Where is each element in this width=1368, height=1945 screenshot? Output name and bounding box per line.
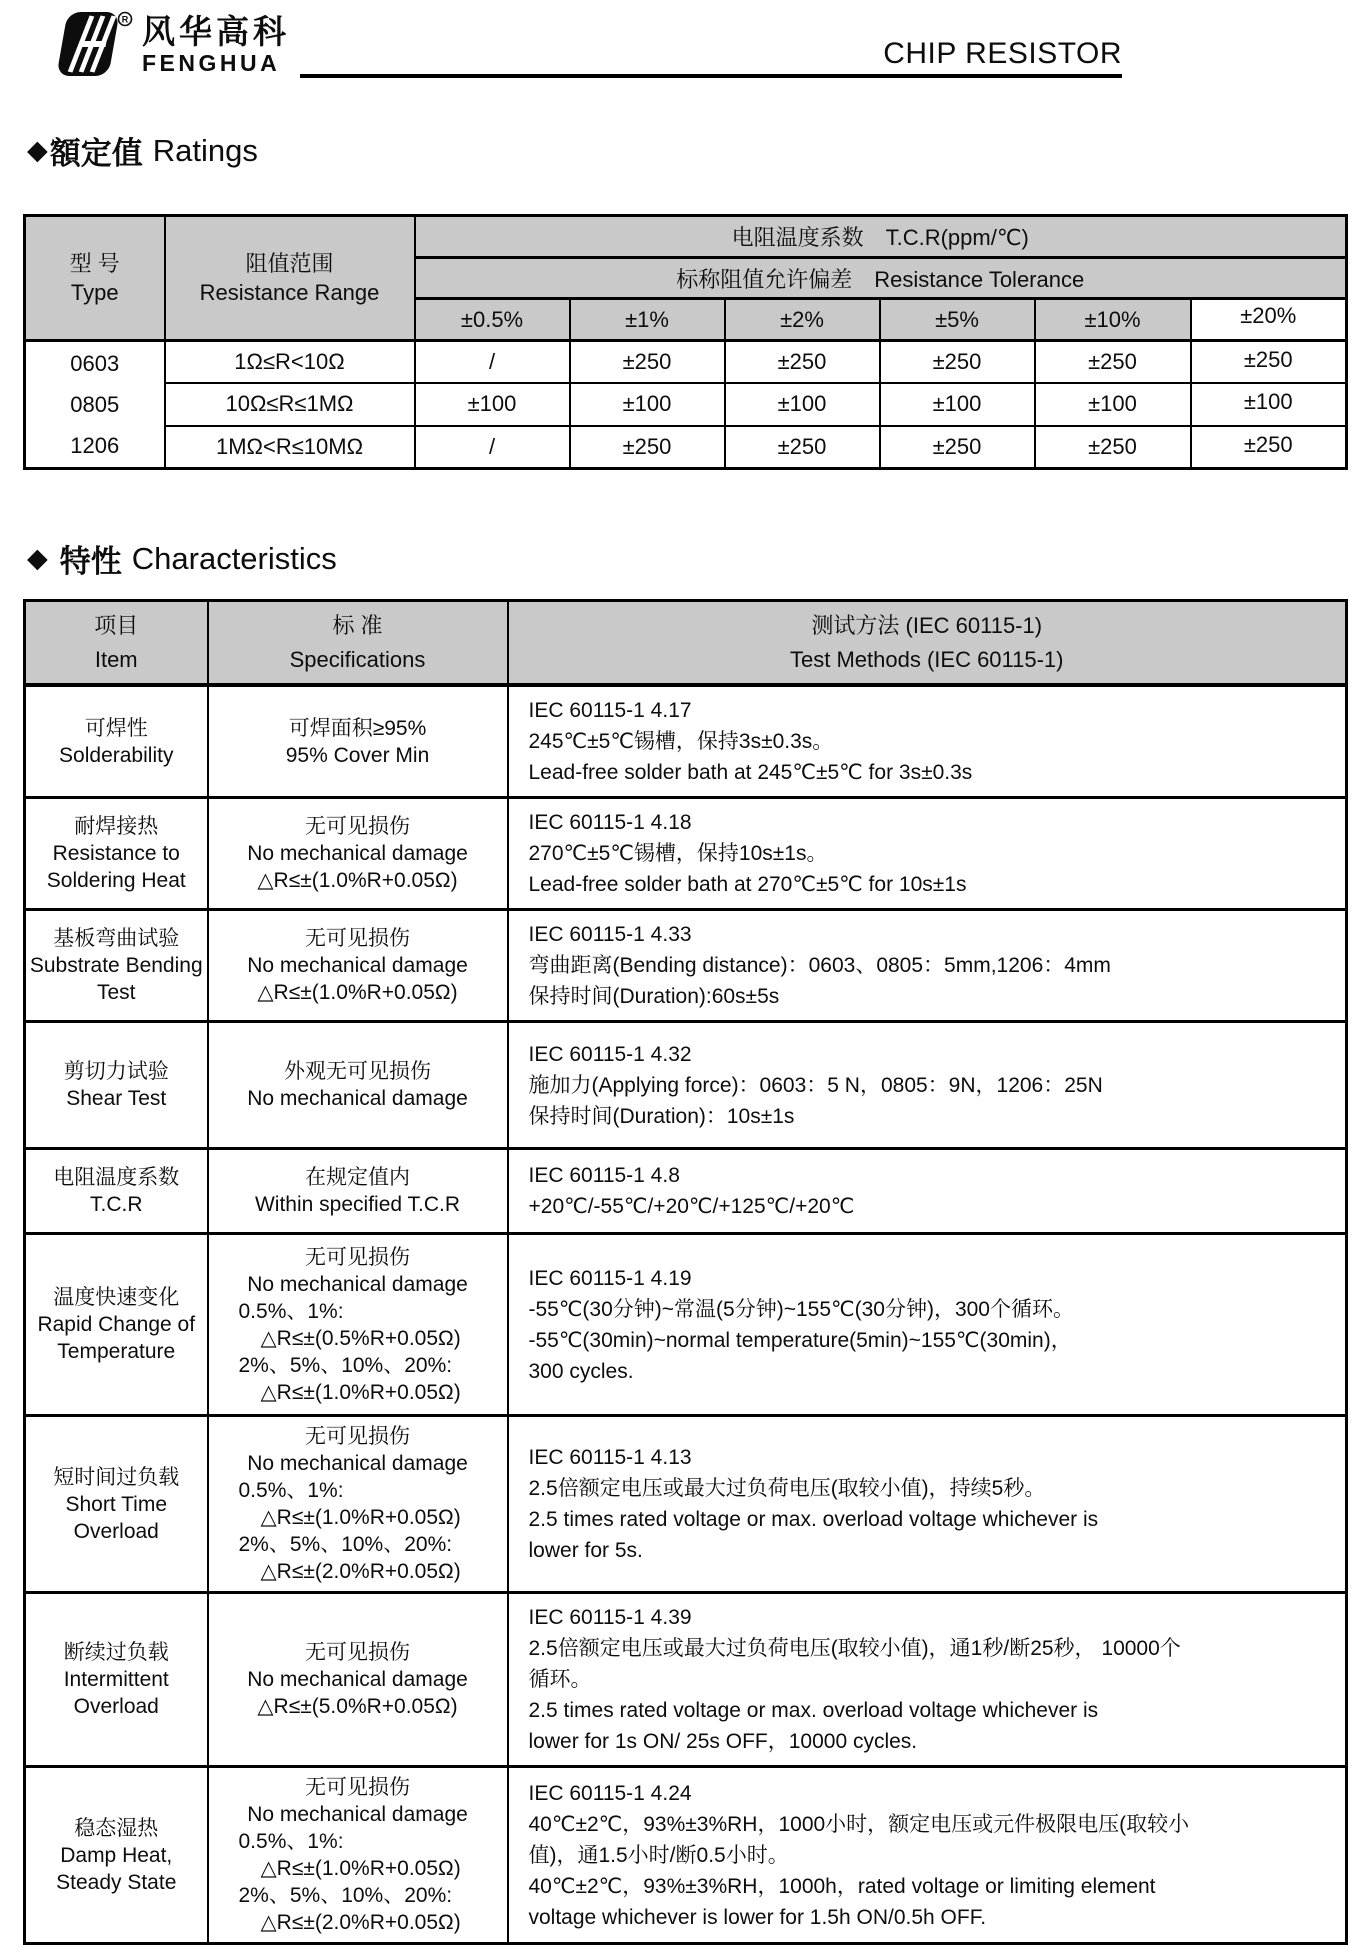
spec-line: 95% Cover Min xyxy=(285,743,430,767)
tcr-value-cell: ±100 xyxy=(415,383,570,426)
test-line: 循环。 xyxy=(528,1668,592,1691)
item-line: 短时间过负载 xyxy=(53,1465,180,1489)
tcr-value-cell: ±100 xyxy=(880,383,1035,426)
item-line: Steady State xyxy=(56,1870,177,1894)
characteristics-table-body xyxy=(25,601,1347,1944)
ratings-table xyxy=(23,214,1348,470)
test-method-cell xyxy=(508,910,1347,1022)
svg-text:R: R xyxy=(121,14,129,25)
item-line: Test xyxy=(96,981,136,1004)
tcr-value-cell: ±250 xyxy=(1035,426,1191,469)
item-line: T.C.R xyxy=(90,1193,143,1216)
item-line: 温度快速变化 xyxy=(53,1286,180,1309)
type-value: 0603 xyxy=(70,351,120,376)
test-method-cell xyxy=(508,1416,1347,1593)
test-line: Lead-free solder bath at 245℃±5℃ for 3s±0.3s xyxy=(528,761,973,784)
type-header-en: Type xyxy=(70,280,119,305)
spec-cell xyxy=(208,1234,508,1416)
ratings-row xyxy=(25,383,1347,426)
spec-header-cn: 标 准 xyxy=(332,612,383,638)
fenghua-logo-mark xyxy=(48,10,134,80)
tolerance-col-header: ±20% xyxy=(1191,299,1347,341)
item-line: 电阻温度系数 xyxy=(53,1166,180,1189)
spec-line: △R≤±(0.5%R+0.05Ω) xyxy=(260,1326,461,1350)
spec-line: 可焊面积≥95% xyxy=(288,716,427,740)
range-header-cn: 阻值范围 xyxy=(245,251,334,276)
spec-line: 无可见损伤 xyxy=(305,1641,410,1664)
tcr-value-cell: ±250 xyxy=(1191,341,1347,384)
characteristics-title-cn: 特性 xyxy=(59,544,122,579)
item-line: 耐焊接热 xyxy=(74,815,159,838)
tcr-value-cell: ±250 xyxy=(725,341,880,384)
tolerance-col-header: ±5% xyxy=(880,299,1035,341)
tcr-header: 电阻温度系数 T.C.R(ppm/℃) xyxy=(415,216,1347,258)
test-line: 270℃±5℃锡槽，保持10s±1s。 xyxy=(528,842,828,865)
test-method-cell xyxy=(508,1593,1347,1767)
tolerance-col-header: ±0.5% xyxy=(415,299,570,341)
item-line: Shear Test xyxy=(66,1087,167,1110)
item-line: Rapid Change of xyxy=(37,1313,196,1336)
brand-name-en: FENGHUA xyxy=(142,50,281,76)
characteristics-title-en: Characteristics xyxy=(131,540,337,576)
tcr-value-cell: ±250 xyxy=(1035,341,1191,384)
range-header-en: Resistance Range xyxy=(199,280,380,305)
test-header-cn: 测试方法 (IEC 60115-1) xyxy=(811,612,1043,638)
tcr-value-cell: ±250 xyxy=(570,341,725,384)
range-column-header xyxy=(165,216,415,341)
test-line: lower for 1s ON/ 25s OFF，10000 cycles. xyxy=(528,1730,918,1753)
item-line: Soldering Heat xyxy=(46,869,186,892)
resistance-range-cell: 10Ω≤R≤1MΩ xyxy=(165,383,415,426)
test-line: 2.5 times rated voltage or max. overload voltage whichever is xyxy=(528,1508,1099,1531)
spec-line: △R≤±(5.0%R+0.05Ω) xyxy=(257,1695,458,1718)
ratings-table-body xyxy=(25,216,1347,469)
tcr-value-cell: / xyxy=(415,341,570,384)
test-line: -55℃(30min)~normal temperature(5min)~155℃(30min)， xyxy=(528,1328,1072,1352)
registered-icon xyxy=(119,13,132,26)
header-rule xyxy=(300,0,1122,78)
resistance-range-cell: 1MΩ<R≤10MΩ xyxy=(165,426,415,469)
item-cell xyxy=(25,1416,208,1593)
characteristics-row xyxy=(25,910,1347,1022)
spec-line: △R≤±(2.0%R+0.05Ω) xyxy=(260,1560,461,1583)
spec-line: 外观无可见损伤 xyxy=(284,1060,431,1083)
resistance-range-cell: 1Ω≤R<10Ω xyxy=(165,341,415,384)
ratings-row xyxy=(25,341,1347,384)
test-method-cell xyxy=(508,1234,1347,1416)
tcr-value-cell: ±250 xyxy=(725,426,880,469)
test-line: 300 cycles. xyxy=(528,1359,634,1383)
tolerance-col-header: ±2% xyxy=(725,299,880,341)
item-line: 断续过负载 xyxy=(63,1641,169,1664)
tolerance-col-header: ±1% xyxy=(570,299,725,341)
item-line: Substrate Bending xyxy=(29,954,203,977)
ratings-title-en: Ratings xyxy=(152,132,258,168)
spec-line: 2%、5%、10%、20%: xyxy=(238,1353,453,1377)
test-line: Lead-free solder bath at 270℃±5℃ for 10s±1s xyxy=(528,873,967,896)
test-line: IEC 60115-1 4.33 xyxy=(528,923,692,946)
characteristics-header-row xyxy=(25,601,1347,686)
spec-line: △R≤±(1.0%R+0.05Ω) xyxy=(257,981,458,1004)
spec-line: △R≤±(1.0%R+0.05Ω) xyxy=(260,1380,461,1404)
test-line: IEC 60115-1 4.19 xyxy=(528,1266,692,1290)
item-line: Resistance to xyxy=(52,842,180,865)
spec-column-header xyxy=(208,601,508,686)
item-line: Temperature xyxy=(57,1340,176,1363)
spec-cell xyxy=(208,1593,508,1767)
spec-cell xyxy=(208,1149,508,1234)
item-cell xyxy=(25,798,208,910)
spec-line: 无可见损伤 xyxy=(305,815,410,838)
tcr-value-cell: ±250 xyxy=(880,426,1035,469)
test-line: IEC 60115-1 4.17 xyxy=(528,699,692,722)
test-line: 弯曲距离(Bending distance)：0603、0805：5mm,1206：4mm xyxy=(528,954,1111,977)
item-cell xyxy=(25,910,208,1022)
test-line: lower for 5s. xyxy=(528,1539,643,1562)
characteristics-row xyxy=(25,1416,1347,1593)
item-cell xyxy=(25,1234,208,1416)
test-line: IEC 60115-1 4.8 xyxy=(528,1164,680,1187)
test-line: 2.5倍额定电压或最大过负荷电压(取较小值)，通1秒/断25秒， 10000个 xyxy=(528,1637,1181,1660)
test-line: IEC 60115-1 4.18 xyxy=(528,811,692,834)
test-line: 40℃±2℃，93%±3%RH，1000小时，额定电压或元件极限电压(取较小 xyxy=(528,1812,1190,1836)
spec-line: 无可见损伤 xyxy=(305,1245,410,1269)
spec-line: △R≤±(2.0%R+0.05Ω) xyxy=(260,1911,461,1934)
spec-line: 2%、5%、10%、20%: xyxy=(238,1884,453,1907)
spec-line: △R≤±(1.0%R+0.05Ω) xyxy=(260,1506,461,1529)
test-line: 245℃±5℃锡槽，保持3s±0.3s。 xyxy=(528,730,834,753)
test-method-cell xyxy=(508,1149,1347,1234)
tcr-value-cell: / xyxy=(415,426,570,469)
test-line: IEC 60115-1 4.32 xyxy=(528,1042,692,1066)
ratings-row xyxy=(25,426,1347,469)
ratings-header-row-tcr xyxy=(25,216,1347,258)
test-method-cell xyxy=(508,1767,1347,1944)
ratings-title-cn: 額定值 xyxy=(49,136,143,171)
item-line: 稳态湿热 xyxy=(74,1816,159,1840)
spec-line: Within specified T.C.R xyxy=(254,1193,461,1216)
brand-text-block xyxy=(142,14,290,76)
tcr-value-cell: ±250 xyxy=(1191,426,1347,469)
test-line: 40℃±2℃，93%±3%RH，1000h，rated voltage or limiting element xyxy=(528,1874,1156,1898)
characteristics-row xyxy=(25,685,1347,798)
item-line: Short Time xyxy=(65,1492,168,1516)
item-line: Damp Heat, xyxy=(60,1843,173,1867)
item-cell xyxy=(25,1022,208,1149)
spec-line: △R≤±(1.0%R+0.05Ω) xyxy=(257,869,458,892)
type-column-header xyxy=(25,216,165,341)
item-line: 基板弯曲试验 xyxy=(53,927,180,950)
item-cell xyxy=(25,685,208,798)
brand-name-cn: 风华高科 xyxy=(142,13,290,50)
spec-header-en: Specifications xyxy=(289,646,426,672)
characteristics-table xyxy=(23,599,1348,1945)
spec-line: No mechanical damage xyxy=(247,1087,468,1110)
test-line: +20℃/-55℃/+20℃/+125℃/+20℃ xyxy=(528,1195,855,1218)
test-method-cell xyxy=(508,685,1347,798)
test-line: -55℃(30分钟)~常温(5分钟)~155℃(30分钟)，300个循环。 xyxy=(528,1297,1074,1321)
spec-line: No mechanical damage xyxy=(247,842,468,865)
test-line: 值)，通1.5小时/断0.5小时。 xyxy=(528,1843,789,1867)
item-header-cn: 项目 xyxy=(94,612,139,638)
item-cell xyxy=(25,1149,208,1234)
spec-line: No mechanical damage xyxy=(247,1272,468,1296)
item-line: Overload xyxy=(73,1519,159,1543)
characteristics-row xyxy=(25,1593,1347,1767)
item-line: Intermittent xyxy=(63,1668,169,1691)
spec-line: No mechanical damage xyxy=(247,1668,468,1691)
test-line: 保持时间(Duration)：10s±1s xyxy=(528,1104,795,1128)
spec-line: No mechanical damage xyxy=(247,1803,468,1826)
spec-line: No mechanical damage xyxy=(247,1452,468,1475)
test-line: 2.5倍额定电压或最大过负荷电压(取较小值)，持续5秒。 xyxy=(528,1477,1046,1500)
tcr-value-cell: ±100 xyxy=(1035,383,1191,426)
test-line: IEC 60115-1 4.13 xyxy=(528,1446,692,1469)
type-header-cn: 型 号 xyxy=(69,251,120,276)
test-line: voltage whichever is lower for 1.5h ON/0.5h OFF. xyxy=(528,1905,987,1929)
test-header-en: Test Methods (IEC 60115-1) xyxy=(790,646,1064,672)
type-value: 0805 xyxy=(70,392,120,417)
item-line: Overload xyxy=(73,1695,159,1718)
spec-cell xyxy=(208,1416,508,1593)
characteristics-row xyxy=(25,1149,1347,1234)
type-cell xyxy=(25,341,165,469)
test-method-cell xyxy=(508,798,1347,910)
tcr-value-cell: ±250 xyxy=(570,426,725,469)
spec-line: 无可见损伤 xyxy=(305,1425,410,1448)
doc-title: CHIP RESISTOR xyxy=(883,37,1122,70)
spec-cell xyxy=(208,1767,508,1944)
tcr-value-cell: ±100 xyxy=(1191,383,1347,426)
item-line: 剪切力试验 xyxy=(63,1060,169,1083)
type-value: 1206 xyxy=(70,433,120,458)
spec-line: No mechanical damage xyxy=(247,954,468,977)
diamond-icon: ◆ xyxy=(27,543,48,573)
item-line: 可焊性 xyxy=(84,716,148,740)
tolerance-col-header: ±10% xyxy=(1035,299,1191,341)
tcr-value-cell: ±100 xyxy=(570,383,725,426)
item-cell xyxy=(25,1593,208,1767)
spec-cell xyxy=(208,685,508,798)
spec-cell xyxy=(208,1022,508,1149)
spec-line: 无可见损伤 xyxy=(305,927,410,950)
characteristics-row xyxy=(25,798,1347,910)
characteristics-section-title xyxy=(27,536,1368,581)
characteristics-row xyxy=(25,1234,1347,1416)
fenghua-logo xyxy=(48,10,290,80)
tcr-value-cell: ±250 xyxy=(880,341,1035,384)
spec-cell xyxy=(208,798,508,910)
tcr-value-cell: ±100 xyxy=(725,383,880,426)
page-header xyxy=(0,0,1368,92)
test-line: 保持时间(Duration):60s±5s xyxy=(528,985,780,1008)
item-column-header xyxy=(25,601,208,686)
spec-line: 0.5%、1%: xyxy=(238,1479,344,1502)
test-line: IEC 60115-1 4.39 xyxy=(528,1606,692,1629)
spec-line: 在规定值内 xyxy=(305,1166,410,1189)
item-line: Solderability xyxy=(59,743,174,767)
tolerance-header: 标称阻值允许偏差 Resistance Tolerance xyxy=(415,258,1347,299)
item-header-en: Item xyxy=(94,646,138,672)
test-line: 施加力(Applying force)：0603：5 N，0805：9N，1206：25N xyxy=(528,1073,1103,1097)
test-line: IEC 60115-1 4.24 xyxy=(528,1781,692,1805)
test-method-cell xyxy=(508,1022,1347,1149)
test-column-header xyxy=(508,601,1347,686)
spec-line: 无可见损伤 xyxy=(305,1776,410,1799)
spec-line: 0.5%、1%: xyxy=(238,1299,344,1323)
spec-line: 0.5%、1%: xyxy=(238,1830,344,1853)
spec-line: 2%、5%、10%、20%: xyxy=(238,1533,453,1556)
item-cell xyxy=(25,1767,208,1944)
ratings-section-title xyxy=(27,128,1368,173)
diamond-icon: ◆ xyxy=(27,135,48,165)
spec-line: △R≤±(1.0%R+0.05Ω) xyxy=(260,1857,461,1880)
characteristics-row xyxy=(25,1767,1347,1944)
spec-cell xyxy=(208,910,508,1022)
characteristics-row xyxy=(25,1022,1347,1149)
test-line: 2.5 times rated voltage or max. overload voltage whichever is xyxy=(528,1699,1099,1722)
